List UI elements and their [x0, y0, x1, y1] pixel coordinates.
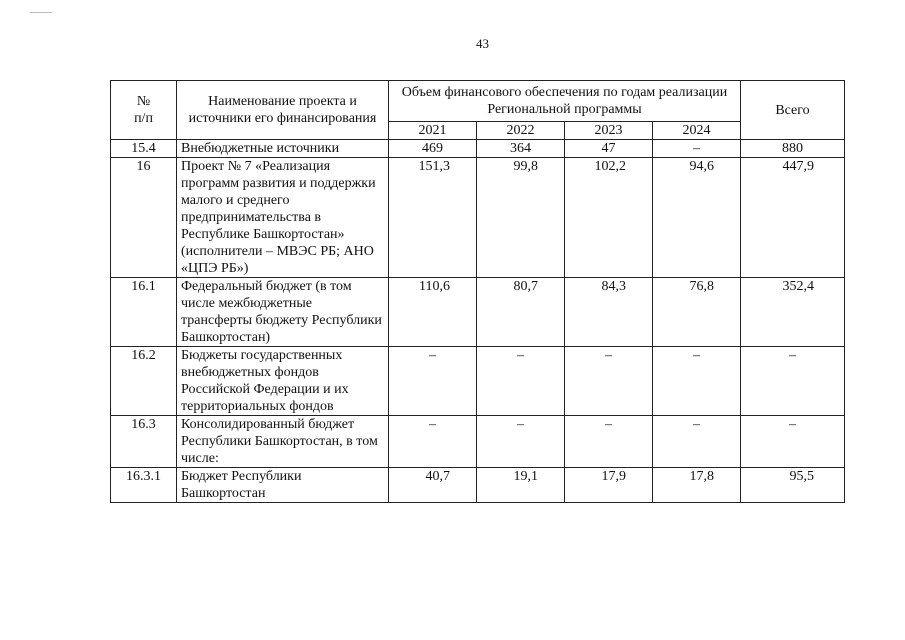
- row-total: –: [741, 347, 845, 416]
- row-value: 40,7: [389, 468, 477, 503]
- row-value: –: [389, 416, 477, 468]
- row-value: 364: [477, 140, 565, 158]
- row-name: Внебюджетные источники: [177, 140, 389, 158]
- table-row: [111, 468, 845, 503]
- table-row: [111, 140, 845, 158]
- row-total: 447,9: [741, 158, 845, 278]
- row-value: –: [477, 416, 565, 468]
- header-num-label: № п/п: [134, 94, 153, 126]
- row-name: Федеральный бюджет (в том числе межбюджетные трансферты бюджету Республики Башкортостан): [177, 278, 389, 347]
- row-value: –: [389, 347, 477, 416]
- row-name: Проект № 7 «Реализация программ развития и поддержки малого и среднего предпринимательства в Республике Башкортостан» (исполнители – МВЭС РБ; АНО «ЦПЭ РБ»): [177, 158, 389, 278]
- row-total: 95,5: [741, 468, 845, 503]
- row-value: –: [565, 416, 653, 468]
- row-value: 469: [389, 140, 477, 158]
- row-value: –: [565, 347, 653, 416]
- row-value: 110,6: [389, 278, 477, 347]
- row-number: 16: [111, 158, 177, 278]
- header-total: Всего: [741, 81, 845, 140]
- row-name: Бюджеты государственных внебюджетных фондов Российской Федерации и их территориальных фондов: [177, 347, 389, 416]
- header-num: [111, 81, 177, 140]
- header-funding-group: Объем финансового обеспечения по годам реализации Региональной программы: [389, 81, 741, 122]
- table-row: [111, 278, 845, 347]
- row-total: –: [741, 416, 845, 468]
- row-value: 17,8: [653, 468, 741, 503]
- header-year: 2022: [477, 122, 565, 140]
- row-value: 102,2: [565, 158, 653, 278]
- row-value: –: [653, 416, 741, 468]
- row-number: 16.2: [111, 347, 177, 416]
- header-name: Наименование проекта и источники его финансирования: [177, 81, 389, 140]
- row-value: 99,8: [477, 158, 565, 278]
- table-row: [111, 158, 845, 278]
- row-value: 94,6: [653, 158, 741, 278]
- row-name: Бюджет Республики Башкортостан: [177, 468, 389, 503]
- header-year: 2023: [565, 122, 653, 140]
- row-number: 16.1: [111, 278, 177, 347]
- row-total: 880: [741, 140, 845, 158]
- row-value: 47: [565, 140, 653, 158]
- row-value: 84,3: [565, 278, 653, 347]
- table-row: [111, 416, 845, 468]
- page-number: 43: [476, 36, 489, 51]
- row-value: –: [653, 347, 741, 416]
- row-value: –: [653, 140, 741, 158]
- row-number: 16.3.1: [111, 468, 177, 503]
- row-value: 19,1: [477, 468, 565, 503]
- row-name: Консолидированный бюджет Республики Башкортостан, в том числе:: [177, 416, 389, 468]
- row-total: 352,4: [741, 278, 845, 347]
- scan-artifact-line: [30, 12, 52, 13]
- row-value: 151,3: [389, 158, 477, 278]
- table-row: [111, 347, 845, 416]
- row-number: 16.3: [111, 416, 177, 468]
- financing-table: [110, 80, 845, 503]
- row-number: 15.4: [111, 140, 177, 158]
- row-value: 76,8: [653, 278, 741, 347]
- header-year: 2024: [653, 122, 741, 140]
- row-value: 80,7: [477, 278, 565, 347]
- row-value: –: [477, 347, 565, 416]
- header-year: 2021: [389, 122, 477, 140]
- row-value: 17,9: [565, 468, 653, 503]
